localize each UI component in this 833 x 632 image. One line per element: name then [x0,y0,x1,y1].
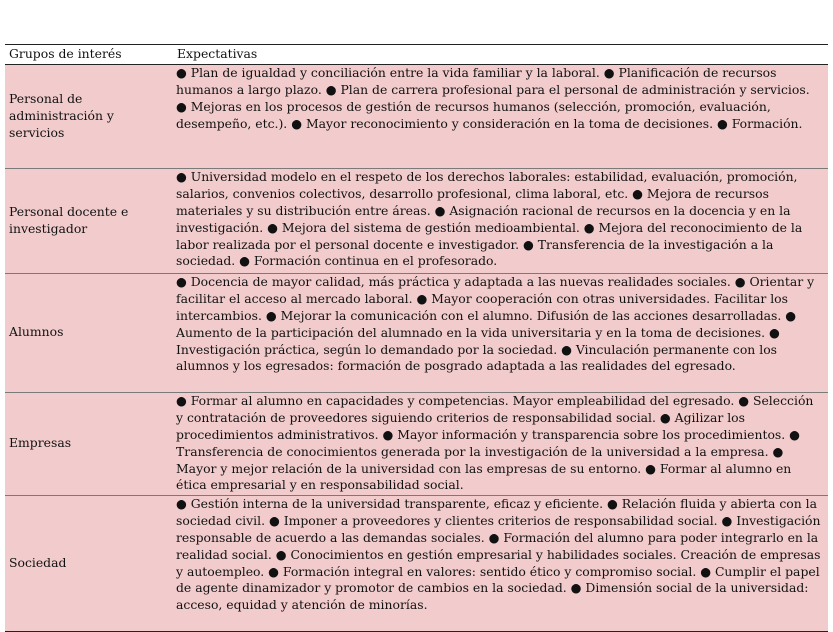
header-expectations: Expectativas [173,45,828,65]
expectations-cell: ● Universidad modelo en el respeto de los derechos laborales: estabilidad, evaluación, promoción, salarios, convenios colectivos, desarrollo profesional, clima laboral, etc. ● Mejora de recursos materiales y su distribución entre áreas. ● Asignación racional de recursos en la docencia y en la investigación. ● Mejora del sistema de gestión medioambiental. ● Mejora del reconocimiento de la labor realizada por el personal docente e investigador. ● Transferencia de la investigación a la sociedad. ● Formación continua en el profesorado. [173,168,828,273]
group-cell: Empresas [5,392,173,495]
expectations-cell: ● Gestión interna de la universidad transparente, eficaz y eficiente. ● Relación fluida y abierta con la sociedad civil. ● Imponer a proveedores y clientes criterios de responsabilidad social. ● Investigación responsable de acuerdo a las demandas sociales. ● Formación del alumno para poder integrarlo en la realidad social. ● Conocimientos en gestión empresarial y habilidades sociales. Creación de empresas y autoempleo. ● Formación integral en valores: sentido ético y compromiso social. ● Cumplir el papel de agente dinamizador y promotor de cambios en la sociedad. ● Dimensión social de la universidad: acceso, equidad y atención de minorías. [173,495,828,631]
table-row [5,273,828,392]
header-groups: Grupos de interés [5,45,173,65]
table-row [5,168,828,273]
expectations-cell: ● Docencia de mayor calidad, más práctica y adaptada a las nuevas realidades sociales. ● Orientar y facilitar el acceso al mercado laboral. ● Mayor cooperación con otras universidades. Facilitar los intercambios. ● Mejorar la comunicación con el alumno. Difusión de las acciones desarrolladas. ● Aumento de la participación del alumnado en la vida universitaria y en la toma de decisiones. ● Investigación práctica, según lo demandado por la sociedad. ● Vinculación permanente con los alumnos y los egresados: formación de posgrado adaptada a las realidades del egresado. [173,273,828,392]
table-row [5,495,828,631]
group-cell: Alumnos [5,273,173,392]
table-row [5,64,828,168]
group-cell: Sociedad [5,495,173,631]
stakeholder-expectations-table [5,44,828,632]
expectations-cell: ● Formar al alumno en capacidades y competencias. Mayor empleabilidad del egresado. ● Selección y contratación de proveedores siguiendo criterios de responsabilidad social. ● Agilizar los procedimientos administrativos. ● Mayor información y transparencia sobre los procedimientos. ● Transferencia de conocimientos generada por la investigación de la universidad a la empresa. ● Mayor y mejor relación de la universidad con las empresas de su entorno. ● Formar al alumno en ética empresarial y en responsabilidad social. [173,392,828,495]
table-row [5,392,828,495]
group-cell: Personal de administración y servicios [5,64,173,168]
table-header-row [5,45,828,65]
expectations-cell: ● Plan de igualdad y conciliación entre la vida familiar y la laboral. ● Planificación de recursos humanos a largo plazo. ● Plan de carrera profesional para el personal de administración y servicios. ● Mejoras en los procesos de gestión de recursos humanos (selección, promoción, evaluación, desempeño, etc.). ● Mayor reconocimiento y consideración en la toma de decisiones. ● Formación. [173,64,828,168]
group-cell: Personal docente e investigador [5,168,173,273]
